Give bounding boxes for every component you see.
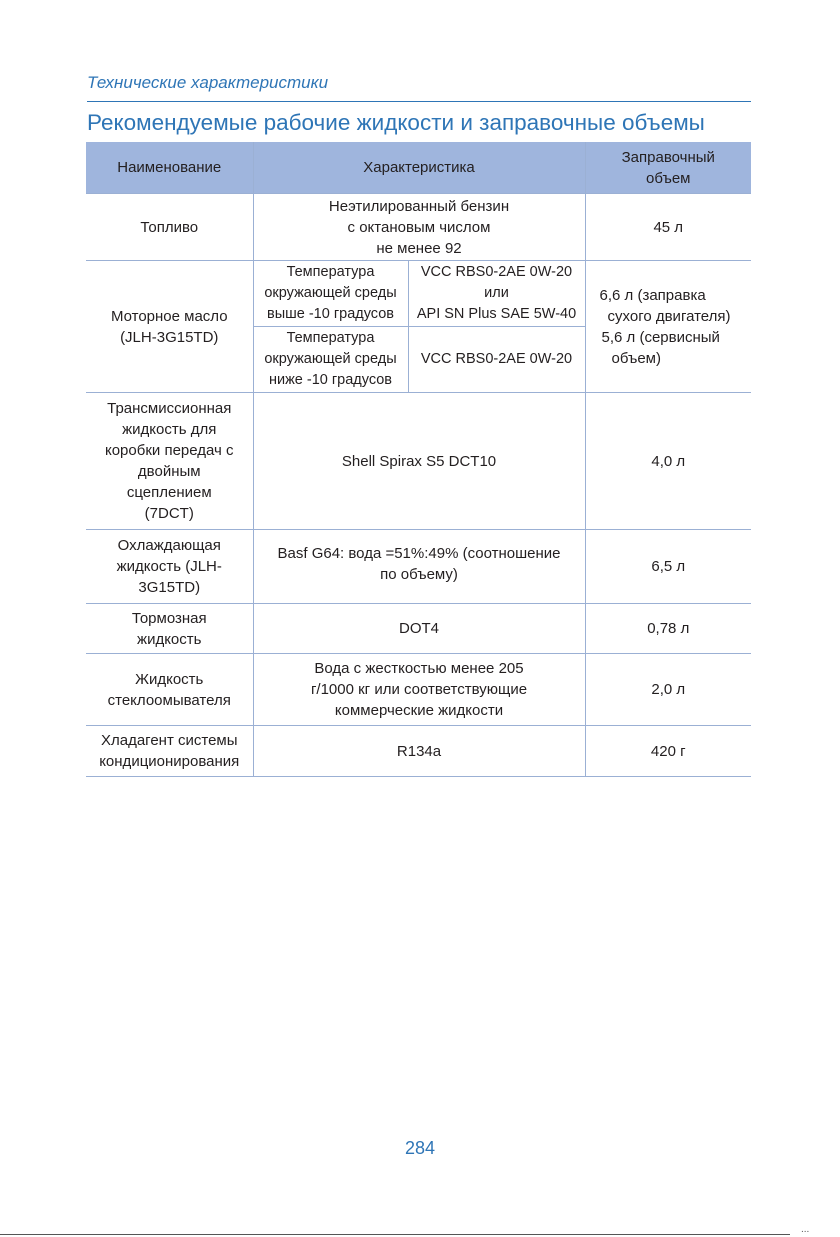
cell-name-coolant (86, 530, 253, 604)
cell-name-oil (86, 261, 253, 393)
cell-line: R134a (396, 742, 442, 760)
cell-line: Топливо (140, 218, 199, 236)
cell-line: Shell Spirax S5 DCT10 (341, 452, 497, 470)
cell-line: 3G15TD) (138, 579, 201, 596)
cell-line: Basf G64: вода =51%:49% (соотношение (277, 545, 561, 562)
cell-line: Трансмиссионная (107, 400, 232, 417)
cell-line: Хладагент системы (100, 732, 238, 749)
cell-line: с октановым числом (347, 218, 491, 236)
cell-name-refrigerant (86, 726, 253, 777)
column-header-volume-line: Заправочный (621, 148, 715, 166)
cell-line: двойным (137, 463, 201, 480)
header-divider (87, 101, 751, 102)
cell-line: объем) (611, 349, 661, 367)
cell-spec-washer (253, 654, 585, 726)
table-header-row (86, 142, 751, 194)
cell-line: не менее 92 (376, 239, 462, 257)
cell-volume-coolant (585, 530, 751, 604)
column-header-volume-line: объем (646, 169, 691, 187)
cell-line: 6,6 л (заправка (599, 286, 706, 304)
cell-line: 6,5 л (651, 558, 686, 575)
table-row (86, 604, 751, 654)
cell-oil-condition-below (253, 327, 408, 393)
cell-line: 45 л (653, 218, 684, 236)
cell-line: 0,78 л (647, 620, 690, 637)
cell-spec-transmission (253, 393, 585, 530)
cell-line: или (484, 285, 509, 301)
cell-line: Температура (286, 264, 375, 280)
cell-line: Тормозная (131, 609, 207, 627)
cell-volume-fuel (585, 194, 751, 261)
cell-line: стеклоомывателя (107, 691, 231, 709)
cell-line: 420 г (650, 742, 686, 760)
cell-oil-condition-above (253, 261, 408, 327)
cell-line: выше -10 градусов (267, 306, 394, 322)
cell-spec-coolant (253, 530, 585, 604)
section-title: Технические характеристики (87, 73, 329, 92)
column-header-name: Наименование (86, 142, 253, 194)
cell-line: Жидкость (135, 670, 204, 688)
cell-spec-brake (253, 604, 585, 654)
cell-line: г/1000 кг или соответствующие (310, 681, 528, 698)
cell-name-fuel (86, 194, 253, 261)
cell-volume-oil (585, 261, 751, 393)
cell-volume-transmission (585, 393, 751, 530)
cell-line: 4,0 л (651, 452, 686, 470)
cell-line: ниже -10 градусов (268, 372, 393, 388)
cell-line: 2,0 л (651, 681, 686, 698)
cell-spec-fuel (253, 194, 585, 261)
table-row (86, 530, 751, 604)
table-row (86, 261, 751, 327)
cell-line: Вода с жесткостью менее 205 (314, 660, 524, 677)
cell-volume-brake (585, 604, 751, 654)
cell-line: коробки передач с (104, 442, 234, 459)
cell-line: окружающей среды (264, 351, 397, 367)
cell-line: по объему) (380, 566, 458, 583)
cell-line: VCC RBS0-2AE 0W-20 (420, 351, 573, 367)
cell-line: сухого двигателя) (607, 307, 731, 325)
cell-name-brake (86, 604, 253, 654)
cell-line: (7DCT) (144, 505, 194, 522)
cell-oil-spec-above (408, 261, 585, 327)
cell-line: API SN Plus SAE 5W-40 (416, 306, 577, 322)
fluids-table (86, 142, 751, 777)
cell-line: жидкость для (122, 421, 217, 438)
cell-line: 5,6 л (сервисный (601, 328, 720, 346)
page-number: 284 (404, 1138, 436, 1158)
footer-ellipsis: ... (801, 1224, 810, 1235)
table-row (86, 194, 751, 261)
cell-line: Моторное масло (110, 307, 228, 325)
cell-volume-refrigerant (585, 726, 751, 777)
cell-volume-washer (585, 654, 751, 726)
cell-name-washer (86, 654, 253, 726)
cell-line: Неэтилированный бензин (328, 197, 510, 215)
page-title: Рекомендуемые рабочие жидкости и заправочные объемы (87, 110, 705, 135)
cell-line: Охлаждающая (117, 537, 221, 554)
cell-name-transmission (86, 393, 253, 530)
cell-line: (JLH-3G15TD) (120, 328, 219, 346)
cell-spec-refrigerant (253, 726, 585, 777)
cell-line: Температура (286, 330, 375, 346)
cell-line: VCC RBS0-2AE 0W-20 (420, 264, 573, 280)
cell-line: кондиционирования (99, 753, 240, 770)
cell-oil-spec-below (408, 327, 585, 393)
footer-divider (0, 1234, 790, 1235)
cell-line: жидкость (JLH- (116, 558, 222, 575)
cell-line: окружающей среды (264, 285, 397, 301)
cell-line: жидкость (137, 630, 202, 648)
cell-line: сцеплением (126, 484, 212, 501)
cell-line: коммерческие жидкости (334, 702, 504, 719)
table-row (86, 654, 751, 726)
column-header-volume (585, 142, 751, 194)
table-row (86, 393, 751, 530)
cell-line: DOT4 (399, 620, 440, 637)
table-row (86, 726, 751, 777)
column-header-spec: Характеристика (253, 142, 585, 194)
